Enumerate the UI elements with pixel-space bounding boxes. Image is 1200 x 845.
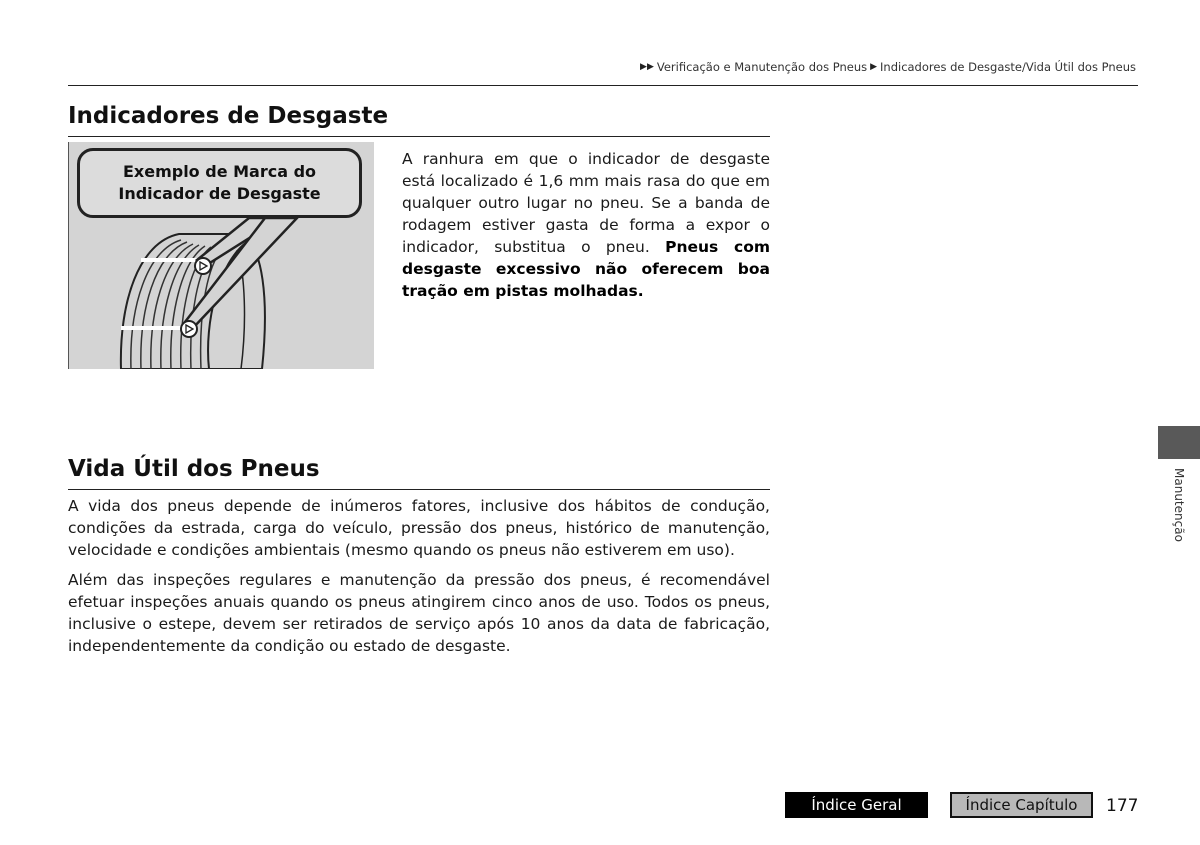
breadcrumb-item[interactable]: Verificação e Manutenção dos Pneus xyxy=(656,60,868,74)
index-chapter-button[interactable]: Índice Capítulo xyxy=(950,792,1093,818)
breadcrumb-arrow-icon: ▶▶ xyxy=(640,62,654,72)
tire-life-paragraph-1: A vida dos pneus depende de inúmeros fatores, inclusive dos hábitos de condução, condições da estrada, carga do veículo, pressão dos pneus, histórico de manutenção, velocidade e condições ambientais (mesmo quando os pneus não estiverem em uso). xyxy=(68,497,770,559)
breadcrumb xyxy=(640,60,1136,74)
chapter-label: Manutenção xyxy=(1172,468,1186,542)
tire-wear-figure xyxy=(68,142,374,369)
wear-indicator-description xyxy=(402,148,770,302)
section-title-wear-indicators: Indicadores de Desgaste xyxy=(68,103,389,129)
chapter-tab-marker[interactable] xyxy=(1158,426,1200,459)
callout-box xyxy=(77,148,362,218)
section-divider xyxy=(68,489,770,490)
section-title-tire-life: Vida Útil dos Pneus xyxy=(68,456,320,482)
breadcrumb-item[interactable]: Indicadores de Desgaste/Vida Útil dos Pneus xyxy=(880,60,1136,74)
warning-text: Pneus com desgaste excessivo não oferecem boa tração em pistas molhadas. xyxy=(402,238,771,300)
header-divider xyxy=(68,85,1138,86)
index-general-button[interactable]: Índice Geral xyxy=(785,792,928,818)
tire-life-paragraph-2: Além das inspeções regulares e manutenção da pressão dos pneus, é recomendável efetuar inspeções anuais quando os pneus atingirem cinco anos de uso. Todos os pneus, inclusive o estepe, devem ser retirados de serviço após 10 anos da data de fabricação, independentemente da condição ou estado de desgaste. xyxy=(68,571,770,655)
section-divider xyxy=(68,136,770,137)
breadcrumb-arrow-icon: ▶ xyxy=(870,62,878,72)
description-text: A ranhura em que o indicador de desgaste está localizado é 1,6 mm mais rasa do que em qualquer outro lugar no pneu. Se a banda de rodagem estiver gasta de forma a expor o indicador, substitua o pneu. xyxy=(402,150,770,256)
callout-label: Exemplo de Marca do Indicador de Desgaste xyxy=(118,162,321,203)
page-number: 177 xyxy=(1106,796,1139,816)
